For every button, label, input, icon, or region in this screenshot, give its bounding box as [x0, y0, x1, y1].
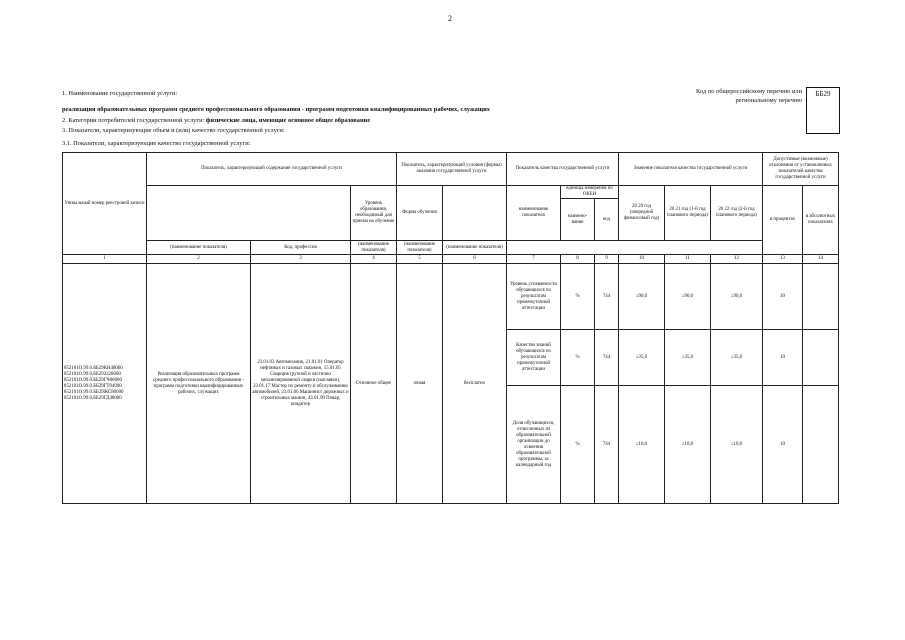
col-number: 3 [251, 255, 351, 264]
indicator-unit: % [561, 330, 595, 386]
indicator-value-year-2: ≥35,0 [665, 330, 711, 386]
indicator-deviation-percent: 10 [763, 264, 803, 330]
header-absolute: в абсолютных показателях [803, 186, 839, 255]
indicator-value-year-2: ≤10,0 [665, 386, 711, 504]
header-quality-empty [507, 241, 763, 255]
header-content-empty [147, 186, 351, 241]
col-number: 5 [397, 255, 443, 264]
header-year-3: 20 22 год (2-й год планового периода) [711, 186, 763, 241]
header-code-profession: Код, профессия [251, 241, 351, 255]
indicator-name: Доля обучающихся, отчисленных из образовательной организации до освоения образовательной программы, за календарный год [507, 386, 561, 504]
registry-code-label: Код по общероссийскому перечню или региональному перечню [696, 88, 802, 104]
header-values: Значение показателя качества государственной услуги [619, 153, 763, 186]
header-unique-number: Уникальный номер реестровой записи [63, 153, 147, 255]
col-number: 9 [595, 255, 619, 264]
service-name-label: 1. Наименование государственной услуги: [62, 90, 178, 97]
consumer-category-label: 2. Категории потребителей государственной услуги: [62, 117, 206, 124]
indicator-name: Качество знаний обучающихся по результатам промежуточной аттестации [507, 330, 561, 386]
header-pname-1: (наименование показателя) [147, 241, 251, 255]
header-content-indicator: Показатель, характеризующий содержание государственной услуги [147, 153, 397, 186]
indicator-value-year-1: ≤10,0 [619, 386, 665, 504]
indicator-value-year-1: ≥35,0 [619, 330, 665, 386]
header-unit: единица измерения по ОКЕИ [561, 186, 619, 199]
indicator-deviation-absolute [803, 330, 839, 386]
program-name: Реализация образовательных программ среднего профессионального образования - программ подготовки квалифицированных рабочих, служащих [147, 264, 251, 504]
header-quality-indicator: Показатель качества государственной услуги [507, 153, 619, 186]
page-number: 2 [448, 14, 452, 23]
col-number: 6 [443, 255, 507, 264]
header-indicator-name: наименование показателя [507, 186, 561, 241]
header-unit-code: код [595, 199, 619, 241]
indicators-heading: 3. Показатели, характеризующие объем и (или) качество государственной услуги: [62, 127, 285, 134]
indicator-value-year-3: ≥90,0 [711, 264, 763, 330]
indicator-deviation-absolute [803, 264, 839, 330]
quality-indicators-table [62, 152, 839, 504]
consumer-category [62, 117, 370, 124]
professions: 23.01.03 Автомеханик, 21.01.01 Оператор нефтяных и газовых скважин, 15.01.05 Сварщик (ручной и частично механизированной сварки (наплавки), 23.01.17 Мастер по ремонту и обслуживанию автомобилей, 23.01.06 Машинист дорожных и строительных машин, 43.01.09 Повар, кондитер [251, 264, 351, 504]
education-form: очная [397, 264, 443, 504]
col-number: 2 [147, 255, 251, 264]
consumer-category-value: физические лица, имеющие основное общее образование [205, 117, 371, 124]
indicator-value-year-3: ≥35,0 [711, 330, 763, 386]
header-deviation: Допустимые (возможные) отклонения от установленных показателей качества государственной услуги [763, 153, 839, 186]
registry-code-box: ББ29 [806, 87, 840, 134]
indicator-unit: % [561, 386, 595, 504]
col-number: 1 [63, 255, 147, 264]
service-name-value: реализация образовательных программ среднего профессионального образования - программ подготовки квалифицированных рабочих, служащих [62, 106, 491, 113]
col-number: 10 [619, 255, 665, 264]
header-conditions-indicator: Показатель, характеризующий условия (формы) оказания государственной услуги [397, 153, 507, 186]
col-number: 8 [561, 255, 595, 264]
registry-codes: 852101О.99.0.ББ29КН48000 852101О.99.0.ББ29ЗЗ28000 852101О.99.0.ББ29ГЧ08000 852101О.99.0.ББ29ГТ04000 852101О.99.0.ББ29ЖС80000 852101О.99.0.ББ29ГД48000 [63, 264, 147, 504]
header-pname-2: (наименование показателя) [351, 241, 397, 255]
col-number: 11 [665, 255, 711, 264]
indicator-unit-code: 744 [595, 330, 619, 386]
indicator-value-year-1: ≥90,0 [619, 264, 665, 330]
col-number: 14 [803, 255, 839, 264]
header-year-1: 20 20 год (очередной финансовый год) [619, 186, 665, 241]
header-percent: в процентах [763, 186, 803, 255]
indicator-unit: % [561, 264, 595, 330]
indicator-value-year-3: ≤10,0 [711, 386, 763, 504]
education-level: Основное общее [351, 264, 397, 504]
indicator-deviation-absolute [803, 386, 839, 504]
col-number: 12 [711, 255, 763, 264]
col-number: 7 [507, 255, 561, 264]
header-pname-4: (наименование показателя) [443, 241, 507, 255]
header-form: Форма обучения [397, 186, 443, 241]
indicator-unit-code: 744 [595, 386, 619, 504]
condition-value: бесплатно [443, 264, 507, 504]
indicator-deviation-percent: 10 [763, 330, 803, 386]
col-number: 4 [351, 255, 397, 264]
header-level: Уровень образования, необходимый для приема на обучение [351, 186, 397, 241]
indicator-name: Уровень успеваемости обучающихся по результатам промежуточной аттестации [507, 264, 561, 330]
indicator-value-year-2: ≥90,0 [665, 264, 711, 330]
indicator-deviation-percent: 10 [763, 386, 803, 504]
indicator-unit-code: 744 [595, 264, 619, 330]
header-unit-name: наимено-вание [561, 199, 595, 241]
col-number: 13 [763, 255, 803, 264]
header-year-2: 20 21 год (1-й год планового периода) [665, 186, 711, 241]
header-conditions-empty [443, 186, 507, 241]
quality-indicators-heading: 3.1. Показатели, характеризующие качество государственной услуги: [62, 140, 251, 147]
header-pname-3: (наименование показателя) [397, 241, 443, 255]
